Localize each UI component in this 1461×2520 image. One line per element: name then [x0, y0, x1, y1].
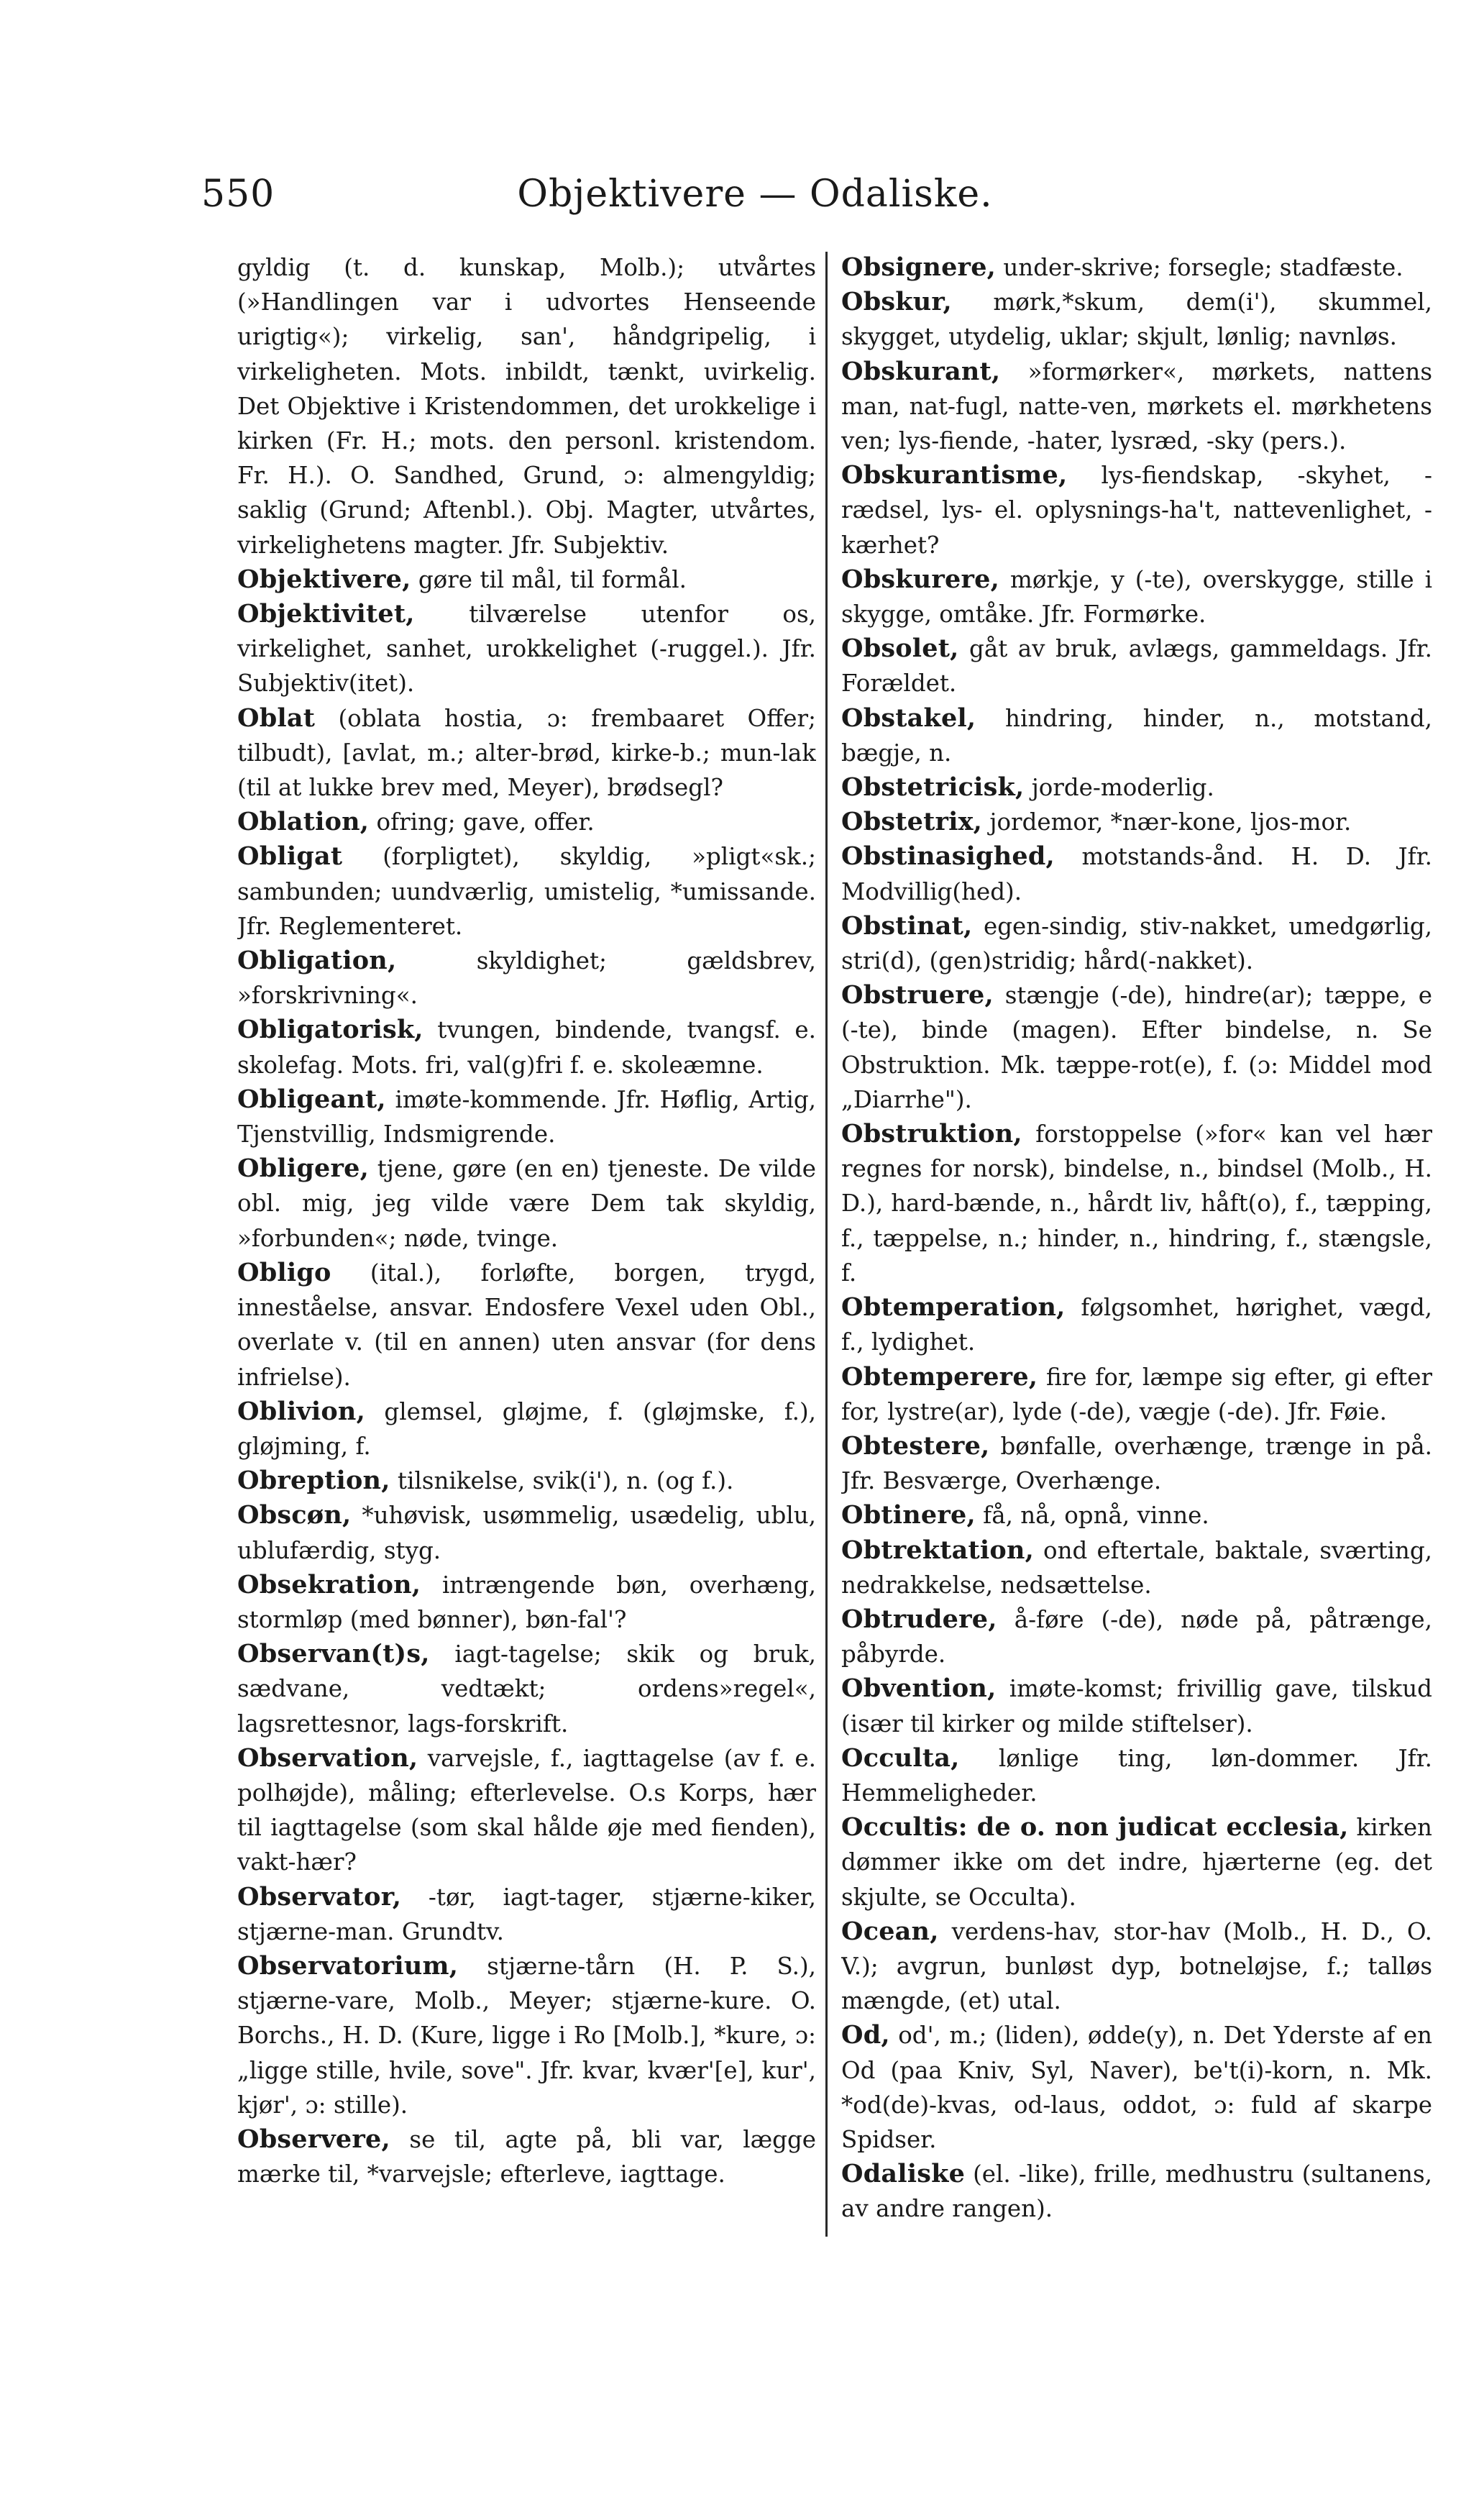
dictionary-entry: [841, 1741, 1432, 1810]
entry-definition: tilværelse utenfor os, virkelighet, sanhet, urokkelighet (-ruggel.). Jfr. Subjektiv(itet).: [237, 601, 816, 698]
entry-headword: Obstruere,: [841, 980, 994, 1010]
entry-definition: (el. -like), frille, medhustru (sultanens, av andre rangen).: [841, 2160, 1432, 2223]
entry-definition: gøre til mål, til formål.: [411, 565, 687, 593]
entry-definition: lønlige ting, løn-dommer. Jfr. Hemmeligheder.: [841, 1744, 1432, 1807]
entry-headword: Obskur,: [841, 287, 952, 317]
entry-definition: tilsnikelse, svik(i'), n. (og f.).: [390, 1467, 734, 1495]
entry-definition: *uhøvisk, usømmelig, usædelig, ublu, ublufærdig, styg.: [237, 1502, 816, 1564]
entry-definition: å-føre (-de), nøde på, påtrænge, påbyrde.: [841, 1605, 1432, 1668]
dictionary-entry: [237, 1151, 816, 1256]
entry-definition: imøte-komst; frivillig gave, tilskud (især til kirker og milde stiftelser).: [841, 1675, 1432, 1738]
dictionary-entry: [841, 1290, 1432, 1359]
entry-definition: få, nå, opnå, vinne.: [975, 1502, 1209, 1530]
entry-headword: Odaliske: [841, 2159, 966, 2189]
dictionary-entry: [841, 839, 1432, 908]
dictionary-entry: [841, 2018, 1432, 2157]
entry-headword: Occultis: de o. non judicat ecclesia,: [841, 1812, 1349, 1843]
entry-definition: (oblata hostia, ɔ: frembaaret Offer; tilbudt), [avlat, m.; alter-brød, kirke-b.; mun-lak (til at lukke brev med, Meyer), brødsegl?: [237, 704, 816, 802]
entry-definition: varvejsle, f., iagttagelse (av f. e. polhøjde), måling; efterlevelse. O.s Korps, hær til iagttagelse (som skal hålde øje med fienden), vakt-hær?: [237, 1744, 816, 1876]
entry-definition: ofring; gave, offer.: [369, 808, 595, 836]
dictionary-entry: [841, 770, 1432, 805]
entry-definition: od', m.; (liden), ødde(y), n. Det Yderste af en Od (paa Kniv, Syl, Naver), be't(i)-korn, n. Mk. *od(de)-kvas, od-laus, oddot, ɔ: fuld af skarpe Spidser.: [841, 2022, 1432, 2153]
dictionary-entry: [237, 1394, 816, 1464]
entry-definition: under-skrive; forsegle; stadfæste.: [996, 254, 1403, 281]
dictionary-entry: [237, 701, 816, 805]
entry-headword: Obligation,: [237, 946, 397, 976]
dictionary-entry: [841, 285, 1432, 354]
dictionary-entry: [237, 597, 816, 701]
entry-headword: Oblivion,: [237, 1396, 365, 1426]
entry-definition: gåt av bruk, avlægs, gammeldags. Jfr. Forældet.: [841, 635, 1432, 698]
entry-headword: Obreption,: [237, 1466, 390, 1496]
dictionary-entry: [237, 1741, 816, 1880]
dictionary-entry: [841, 1117, 1432, 1290]
column-divider: [825, 252, 828, 2237]
dictionary-entry: [237, 1256, 816, 1394]
dictionary-entry: [237, 1082, 816, 1151]
page-number: 550: [201, 173, 275, 216]
entry-headword: Obscøn,: [237, 1500, 352, 1530]
dictionary-entry: [237, 1498, 816, 1567]
left-column: [237, 250, 816, 2408]
dictionary-entry: [841, 1533, 1432, 1602]
entry-definition: egen-sindig, stiv-nakket, umedgørlig, stri(d), (gen)stridig; hård(-nakket).: [841, 912, 1432, 975]
dictionary-entry: [841, 978, 1432, 1117]
entry-definition: intrængende bøn, overhæng, stormløp (med bønner), bøn-fal'?: [237, 1571, 816, 1633]
dictionary-entry: [841, 250, 1432, 285]
dictionary-entry: [237, 2122, 816, 2191]
running-head: Objektivere — Odaliske.: [517, 173, 993, 216]
entry-headword: Od,: [841, 2020, 890, 2050]
dictionary-entry: [841, 1671, 1432, 1740]
entry-headword: Obskurant,: [841, 356, 1001, 386]
dictionary-entry: [841, 1810, 1432, 1914]
entry-headword: Oblation,: [237, 807, 370, 837]
entry-headword: Observation,: [237, 1743, 418, 1773]
entry-headword: Obligo: [237, 1257, 331, 1287]
entry-definition: forstoppelse (»for« kan vel hær regnes for norsk), bindelse, n., bindsel (Molb., H. D.), hard-bænde, n., hårdt liv, håft(o), f., tæpping, f., tæppelse, n.; hinder, n., hindring, f., stængsle, f.: [841, 1120, 1432, 1287]
right-column: [841, 250, 1432, 2408]
dictionary-entry: [841, 562, 1432, 631]
entry-definition: (ital.), forløfte, borgen, trygd, inneståelse, ansvar. Endosfere Vexel uden Obl., overlate v. (til en annen) uten ansvar (for dens infrielse).: [237, 1259, 816, 1391]
dictionary-entry: [841, 701, 1432, 770]
entry-headword: Obligatorisk,: [237, 1015, 423, 1045]
entry-headword: Observan(t)s,: [237, 1639, 430, 1669]
dictionary-entry: [841, 909, 1432, 978]
entry-definition: iagt-tagelse; skik og bruk, sædvane, vedtækt; ordens»regel«, lagsrettesnor, lags-forskrift.: [237, 1640, 816, 1738]
entry-headword: Obtemperere,: [841, 1361, 1038, 1392]
dictionary-entry: [841, 1360, 1432, 1429]
entry-definition: bønfalle, overhænge, trænge in på. Jfr. Besværge, Overhænge.: [841, 1432, 1432, 1495]
entry-headword: Obstinat,: [841, 910, 973, 941]
continuation-text: gyldig (t. d. kunskap, Molb.); utvårtes (»Handlingen var i udvortes Henseende urigtig«); virkelig, san', håndgripelig, i virkeligheten. Mots. inbildt, tænkt, uvirkelig. Det Objektive i Kristendommen, det urokkelige i kirken (Fr. H.; mots. den personl. kristendom. Fr. H.). O. Sandhed, Grund, ɔ: almengyldig; saklig (Grund; Aftenbl.). Obj. Magter, utvårtes, virkelighetens magter. Jfr. Subjektiv.: [237, 254, 816, 559]
entry-headword: Observere,: [237, 2124, 390, 2154]
entry-headword: Occulta,: [841, 1743, 960, 1773]
dictionary-entry: [841, 805, 1432, 839]
entry-headword: Obsolet,: [841, 634, 959, 664]
entry-definition: imøte-kommende. Jfr. Høflig, Artig, Tjenstvillig, Indsmigrende.: [237, 1085, 816, 1149]
entry-definition: følgsomhet, hørighet, vægd, f., lydighet.: [841, 1294, 1432, 1356]
entry-definition: verdens-hav, stor-hav (Molb., H. D., O. V.); avgrun, bunløst dyp, botneløjse, f.; talløs mængde, (et) utal.: [841, 1917, 1432, 2015]
entry-definition: jorde-moderlig.: [1024, 774, 1214, 802]
entry-definition: stjærne-tårn (H. P. S.), stjærne-vare, Molb., Meyer; stjærne-kure. O. Borchs., H. D. (Kure, ligge i Ro [Molb.], *kure, ɔ: „ligge stille, hvile, sove". Jfr. kvar, kvær'[e], kur', kjør', ɔ: stille).: [237, 1952, 816, 2119]
entry-definition: tjene, gøre (en en) tjeneste. De vilde obl. mig, jeg vilde være Dem tak skyldig, »forbunden«; nøde, tvinge.: [237, 1155, 816, 1252]
entry-definition: lys-fiendskap, -skyhet, -rædsel, lys- el. oplysnings-ha't, nattevenlighet, -kærhet?: [841, 462, 1432, 559]
dictionary-entry: [237, 944, 816, 1013]
entry-headword: Obstetricisk,: [841, 772, 1025, 803]
dictionary-entry: [841, 458, 1432, 562]
entry-headword: Obtinere,: [841, 1500, 976, 1530]
entry-definition: (forpligtet), skyldig, »pligt«sk.; sambunden; uundværlig, umistelig, *umissande. Jfr. Reglementeret.: [237, 843, 816, 940]
entry-definition: -tør, iagt-tager, stjærne-kiker, stjærne-man. Grundtv.: [237, 1883, 816, 1945]
entry-headword: Oblat: [237, 703, 316, 733]
entry-definition: jordemor, *nær-kone, ljos-mor.: [982, 808, 1352, 836]
entry-headword: Obtestere,: [841, 1430, 990, 1461]
entry-definition: mørk,*skum, dem(i'), skummel, skygget, utydelig, uklar; skjult, lønlig; navnløs.: [841, 288, 1432, 351]
dictionary-entry: [237, 1464, 816, 1498]
entry-headword: Obskurere,: [841, 564, 999, 594]
entry-headword: Obstinasighed,: [841, 841, 1055, 872]
dictionary-entry: [841, 2157, 1432, 2226]
dictionary-entry: [237, 1949, 816, 2122]
entry-definition: kirken dømmer ikke om det indre, hjærterne (eg. det skjulte, se Occulta).: [841, 1814, 1432, 1911]
dictionary-entry: [841, 1602, 1432, 1671]
entry-definition: glemsel, gløjme, f. (gløjmske, f.), gløjming, f.: [237, 1397, 816, 1460]
entry-definition: fire for, læmpe sig efter, gi efter for, lystre(ar), lyde (-de), vægje (-de). Jfr. Føie.: [841, 1363, 1432, 1425]
entry-headword: Obvention,: [841, 1674, 997, 1704]
entry-headword: Ocean,: [841, 1916, 939, 1946]
entry-headword: Obskurantisme,: [841, 460, 1068, 490]
dictionary-entry: [237, 1880, 816, 1949]
dictionary-entry: [237, 1013, 816, 1082]
dictionary-entry: [841, 355, 1432, 459]
entry-definition: tvungen, bindende, tvangsf. e. skolefag. Mots. fri, val(g)fri f. e. skoleæmne.: [237, 1016, 816, 1079]
dictionary-entry: [841, 1498, 1432, 1533]
entry-headword: Obstetrix,: [841, 807, 983, 837]
entry-definition: stængje (-de), hindre(ar); tæppe, e (-te), binde (magen). Efter bindelse, n. Se Obstruktion. Mk. tæppe-rot(e), f. (ɔ: Middel mod „Diarrhe").: [841, 982, 1432, 1113]
entry-headword: Observatorium,: [237, 1950, 459, 1981]
entry-definition: motstands-ånd. H. D. Jfr. Modvillig(hed).: [841, 843, 1432, 905]
dictionary-entry: [237, 1637, 816, 1741]
entry-headword: Obstakel,: [841, 703, 976, 733]
entry-definition: hindring, hinder, n., motstand, bægje, n.: [841, 704, 1432, 767]
entry-headword: Obstruktion,: [841, 1119, 1022, 1149]
dictionary-entry: [237, 562, 816, 597]
dictionary-entry: [841, 1914, 1432, 2019]
dictionary-entry: [841, 1429, 1432, 1498]
entry-definition: skyldighet; gældsbrev, »forskrivning«.: [237, 947, 816, 1010]
entry-headword: Obtemperation,: [841, 1292, 1066, 1323]
entry-definition: se til, agte på, bli var, lægge mærke til, *varvejsle; efterleve, iagttage.: [237, 2125, 816, 2188]
entry-headword: Obligeant,: [237, 1084, 386, 1114]
entry-headword: Objektivitet,: [237, 599, 415, 629]
entry-headword: Obsignere,: [841, 252, 997, 282]
left-entries: [237, 562, 816, 2192]
entry-headword: Obtrudere,: [841, 1604, 997, 1634]
dictionary-entry: [841, 631, 1432, 700]
entry-headword: Objektivere,: [237, 564, 411, 594]
entry-headword: Obtrektation,: [841, 1535, 1034, 1565]
page-header: [201, 162, 1309, 227]
entry-headword: Obligere,: [237, 1154, 369, 1184]
entry-definition: »formørker«, mørkets, nattens man, nat-fugl, natte-ven, mørkets el. mørkhetens ven; lys-fiende, -hater, lysræd, -sky (pers.).: [841, 357, 1432, 455]
entry-headword: Obligat: [237, 841, 343, 872]
dictionary-entry: [237, 1568, 816, 1637]
dictionary-entry: [237, 805, 816, 839]
entry-headword: Observator,: [237, 1881, 402, 1912]
dictionary-entry: [237, 839, 816, 944]
entry-headword: Obsekration,: [237, 1569, 421, 1599]
entry-definition: ond eftertale, baktale, sværting, nedrakkelse, nedsættelse.: [841, 1536, 1432, 1599]
entry-definition: mørkje, y (-te), overskygge, stille i skygge, omtåke. Jfr. Formørke.: [841, 565, 1432, 629]
